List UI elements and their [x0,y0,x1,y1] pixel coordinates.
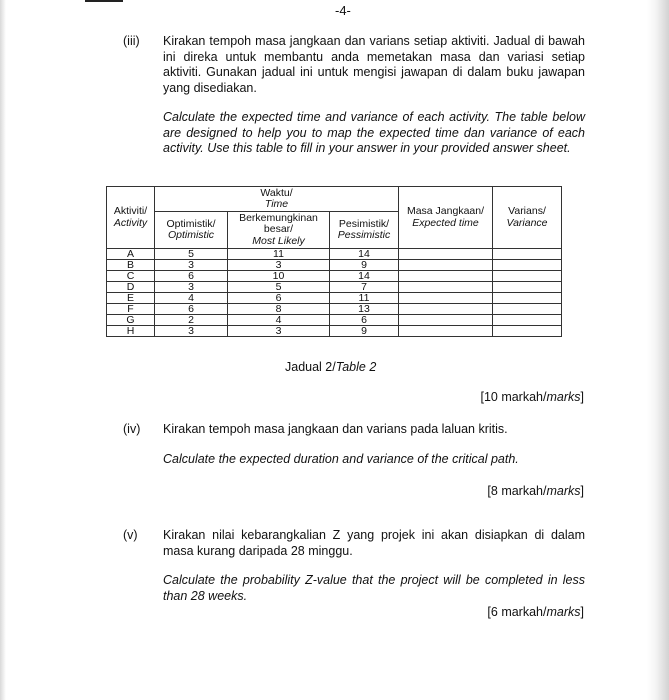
cell-expected-time [399,249,493,260]
cell-expected-time [399,326,493,337]
header-most-likely [228,212,330,249]
question-v-malay: Kirakan nilai kebarangkalian Z yang projek ini akan disiapkan di dalam masa kurang daripada 28 minggu. [163,528,585,558]
table-row [107,249,562,260]
cell-activity: D [107,282,155,293]
question-iv-english: Calculate the expected duration and variance of the critical path. [163,452,519,466]
caption-malay: Jadual 2/ [285,360,336,374]
cell-most-likely: 5 [228,282,330,293]
header-optimistic-english: Optimistic [167,229,215,241]
cell-expected-time [399,304,493,315]
table-row [107,293,562,304]
marks-prefix: [6 markah/ [487,605,547,619]
marks-prefix: [10 markah/ [480,390,547,404]
page-edge-shadow-right [647,0,669,700]
cell-variance [493,271,562,282]
cell-most-likely: 11 [228,249,330,260]
question-iv-label: (iv) [123,422,141,436]
header-activity [107,187,155,249]
marks-close: ] [580,484,584,498]
cell-activity: H [107,326,155,337]
cell-pessimistic: 9 [330,326,399,337]
marks-prefix: [8 markah/ [487,484,547,498]
header-variance-english: Variance [506,216,548,229]
cell-optimistic: 3 [155,282,228,293]
cell-pessimistic: 14 [330,271,399,282]
header-expected-malay: Masa Jangkaan/ [406,205,485,217]
cell-pessimistic: 11 [330,293,399,304]
cell-variance [493,249,562,260]
cell-expected-time [399,315,493,326]
cell-variance [493,293,562,304]
cell-activity: A [107,249,155,260]
cell-optimistic: 3 [155,326,228,337]
header-pessimistic-english: Pessimistic [337,229,391,241]
header-most-likely-malay: Berkemungkinan [239,211,318,224]
cell-most-likely: 8 [228,304,330,315]
cell-variance [493,260,562,271]
cell-pessimistic: 13 [330,304,399,315]
table-caption [285,360,376,374]
question-iii-malay: Kirakan tempoh masa jangkaan dan varians setiap aktiviti. Jadual di bawah ini direka untuk membantu anda memetakan masa dan variasi setiap aktiviti. Gunakan jadual ini untuk mengisi jawapan di dalam buku jawapan yang disediakan. [163,34,585,95]
header-most-likely-malay-2: besar/ [263,223,294,236]
cell-optimistic: 3 [155,260,228,271]
cell-most-likely: 3 [228,260,330,271]
activity-time-table [106,186,562,337]
cell-expected-time [399,293,493,304]
header-expected-time [399,187,493,249]
cell-variance [493,304,562,315]
cell-pessimistic: 14 [330,249,399,260]
table-row [107,326,562,337]
cell-most-likely: 3 [228,326,330,337]
page-edge-shadow-left [0,0,6,700]
header-activity-english: Activity [113,216,148,229]
header-variance-malay: Varians/ [508,205,546,217]
table-body [107,249,562,337]
cell-variance [493,326,562,337]
question-v-english: Calculate the probability Z-value that the project will be completed in less than 28 weeks. [163,573,585,603]
cell-optimistic: 6 [155,304,228,315]
marks-close: ] [580,390,584,404]
cell-most-likely: 10 [228,271,330,282]
question-v-marks [487,605,584,619]
cell-activity: F [107,304,155,315]
header-most-likely-english: Most Likely [252,234,305,247]
cell-activity: E [107,293,155,304]
cell-optimistic: 2 [155,315,228,326]
cell-most-likely: 4 [228,315,330,326]
header-time-group [155,187,399,212]
header-activity-malay: Aktiviti/ [113,205,148,217]
cell-pessimistic: 6 [330,315,399,326]
cell-activity: B [107,260,155,271]
question-iii-label: (iii) [123,34,140,48]
table-row [107,282,562,293]
cell-optimistic: 4 [155,293,228,304]
cell-pessimistic: 9 [330,260,399,271]
top-rule [85,0,123,2]
table-row [107,315,562,326]
header-optimistic [155,212,228,249]
question-v-label: (v) [123,528,138,542]
cell-activity: G [107,315,155,326]
question-iii-marks [480,390,584,404]
cell-expected-time [399,260,493,271]
header-time-malay: Waktu/ [260,186,293,199]
question-iii-english: Calculate the expected time and variance of each activity. The table below are designed to help you to map the expected time dan variance of each activity. Use this table to fill in your answer in your provided answer sheet. [163,110,585,155]
table-row [107,271,562,282]
marks-word: marks [546,605,581,619]
cell-activity: C [107,271,155,282]
marks-word: marks [546,484,581,498]
table-row [107,260,562,271]
cell-expected-time [399,282,493,293]
cell-most-likely: 6 [228,293,330,304]
marks-close: ] [580,605,584,619]
caption-english: Table 2 [335,360,377,374]
header-pessimistic [330,212,399,249]
marks-word: marks [546,390,581,404]
cell-pessimistic: 7 [330,282,399,293]
cell-variance [493,315,562,326]
cell-optimistic: 6 [155,271,228,282]
page-number: -4- [335,3,351,18]
question-iv-malay: Kirakan tempoh masa jangkaan dan varians pada laluan kritis. [163,422,508,436]
table-row [107,304,562,315]
header-variance [493,187,562,249]
question-iv-marks [487,484,584,498]
cell-expected-time [399,271,493,282]
cell-variance [493,282,562,293]
header-expected-english: Expected time [412,216,479,229]
header-time-english: Time [264,198,289,210]
cell-optimistic: 5 [155,249,228,260]
header-optimistic-malay: Optimistik/ [166,217,216,230]
header-pessimistic-malay: Pesimistik/ [338,217,390,230]
